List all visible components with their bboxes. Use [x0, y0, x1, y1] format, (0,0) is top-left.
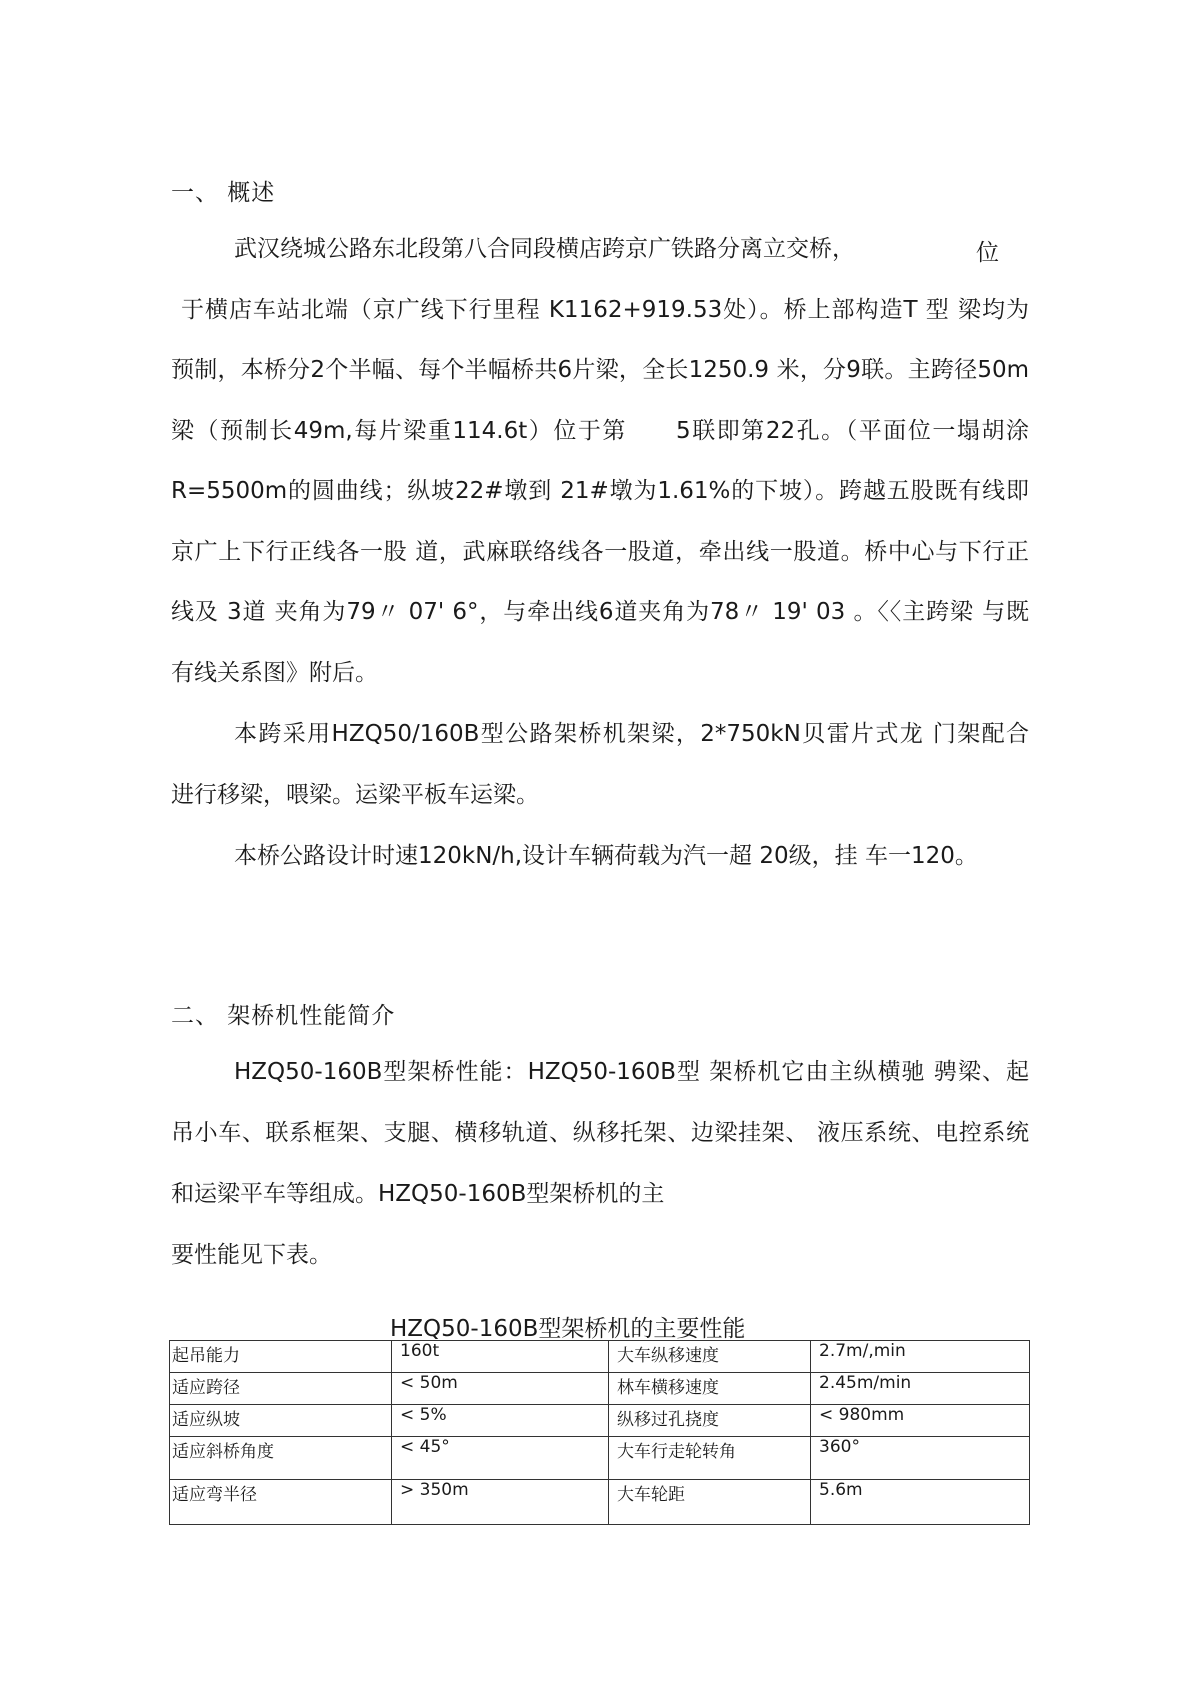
table-cell: 2.45m/min [811, 1373, 1030, 1405]
table-cell: 大车轮距 [609, 1480, 811, 1525]
para-2-line-2: 进行移梁，喂梁。运梁平板车运梁。 [171, 782, 539, 808]
table-cell: 适应斜桥角度 [170, 1437, 392, 1480]
para-2-line-1: 本跨采用HZQ50/160B型公路架桥机架梁，2*750kN贝雷片式龙 门架配合 [234, 721, 1029, 747]
section-1-heading: 一、 概述 [171, 180, 276, 206]
table-title: HZQ50-160B型架桥机的主要性能 [390, 1316, 746, 1342]
para-1-line-3: 预制，本桥分2个半幅、每个半幅桥共6片梁，全长1250.9 米，分9联。主跨径50m [171, 357, 1029, 383]
table-cell: 5.6m [811, 1480, 1030, 1525]
table-cell: < 980mm [811, 1405, 1030, 1437]
para-1-line-4: 梁（预制长49m,每片梁重114.6t）位于第 5联即第22孔。（平面位一塌胡涂 [171, 418, 1029, 444]
table-cell: 大车行走轮转角 [609, 1437, 811, 1480]
table-row [170, 1437, 1030, 1480]
para-1-line-7: 线及 3道 夹角为79〃 07' 6°，与牵出线6道夹角为78〃 19' 03 。〈〈主跨梁 与既 [171, 599, 1029, 625]
table-cell: 适应纵坡 [170, 1405, 392, 1437]
para-1-line-8: 有线关系图》附后。 [171, 660, 378, 686]
table-cell: 大车纵移速度 [609, 1341, 811, 1373]
para-1-line-1-tail: 位 [976, 240, 999, 266]
para-1-line-2: 于横店车站北端（京广线下行里程 K1162+919.53处）。桥上部构造T 型 梁均为 [181, 297, 1029, 323]
table-row [170, 1405, 1030, 1437]
table-cell: < 50m [392, 1373, 609, 1405]
table-cell: 适应跨径 [170, 1373, 392, 1405]
table-cell: 360° [811, 1437, 1030, 1480]
para-4-line-3: 和运梁平车等组成。HZQ50-160B型架桥机的主 [171, 1181, 665, 1207]
table-cell: 160t [392, 1341, 609, 1373]
table-cell: 2.7m/,min [811, 1341, 1030, 1373]
para-4-line-4: 要性能见下表。 [171, 1242, 332, 1268]
table-row [170, 1373, 1030, 1405]
para-1-line-6: 京广上下行正线各一股 道，武麻联络线各一股道，牵出线一股道。桥中心与下行正 [171, 539, 1029, 565]
table-cell: < 5% [392, 1405, 609, 1437]
table-row [170, 1480, 1030, 1525]
table-cell: < 45° [392, 1437, 609, 1480]
table-cell: 纵移过孔挠度 [609, 1405, 811, 1437]
para-4-line-2: 吊小车、联系框架、支腿、横移轨道、纵移托架、边梁挂架、 液压系统、电控系统 [171, 1120, 1029, 1146]
para-1-line-1: 武汉绕城公路东北段第八合同段横店跨京广铁路分离立交桥， [234, 236, 855, 262]
para-3: 本桥公路设计时速120kN/h,设计车辆荷载为汽一超 20级，挂 车一120。 [234, 843, 978, 869]
para-4-line-1: HZQ50-160B型架桥性能：HZQ50-160B型 架桥机它由主纵横驰 骋梁、起 [234, 1059, 1029, 1085]
table-cell: 起吊能力 [170, 1341, 392, 1373]
section-2-heading: 二、 架桥机性能简介 [171, 1003, 396, 1029]
para-1-line-5: R=5500m的圆曲线；纵坡22#墩到 21#墩为1.61%的下坡）。跨越五股既有线即 [171, 478, 1029, 504]
table-row [170, 1341, 1030, 1373]
table-cell: 林车横移速度 [609, 1373, 811, 1405]
performance-table [169, 1340, 1030, 1525]
table-cell: 适应弯半径 [170, 1480, 392, 1525]
table-cell: > 350m [392, 1480, 609, 1525]
